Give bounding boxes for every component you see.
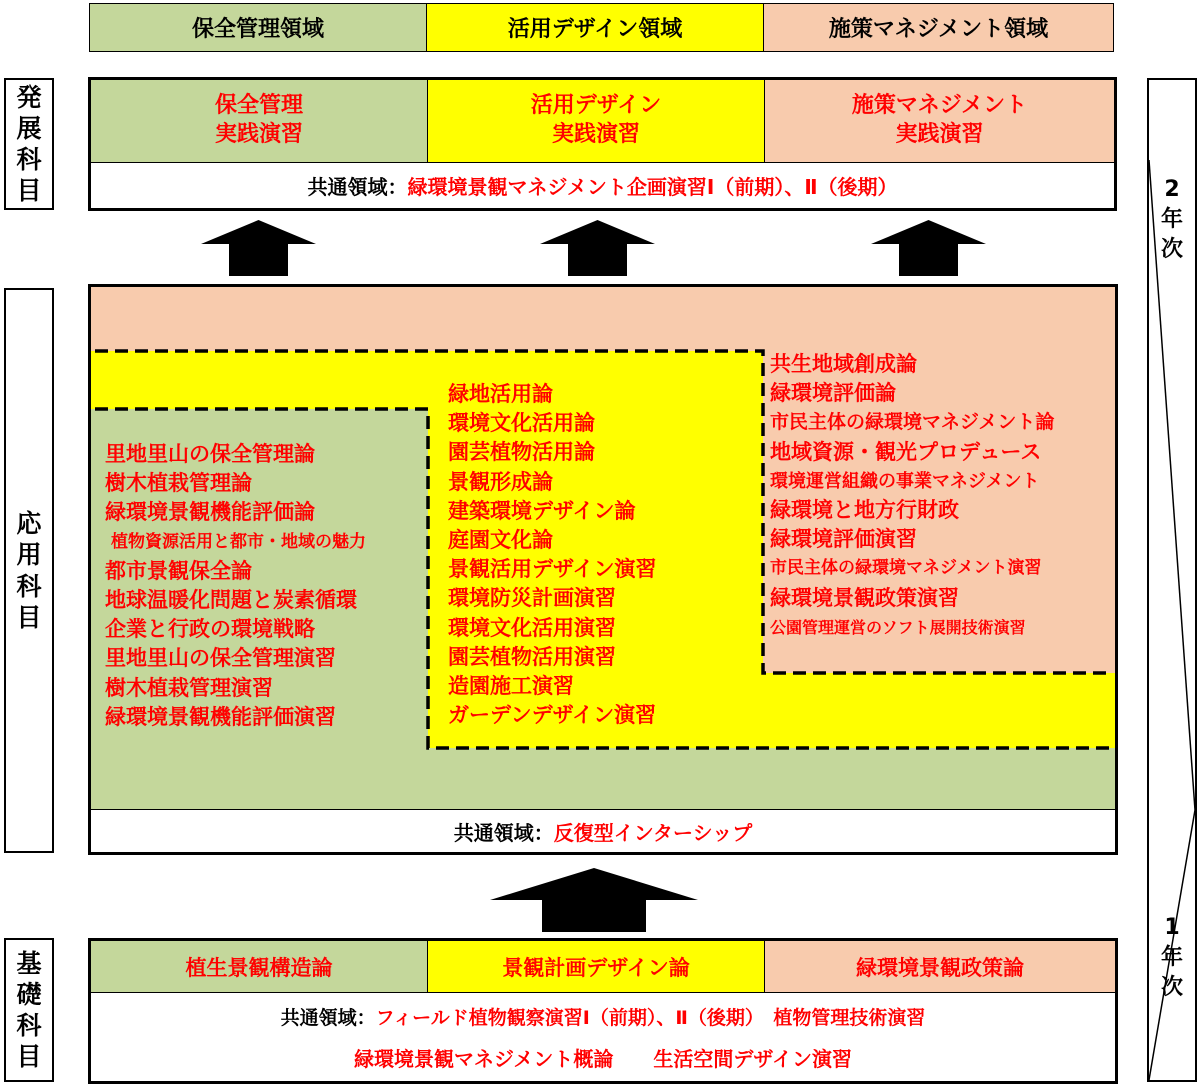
- course-management-basic: 緑環境景観政策論: [765, 941, 1115, 992]
- course-item: 景観活用デザイン演習: [448, 557, 657, 582]
- practicum-conservation: 保全管理 実践演習: [91, 80, 428, 162]
- course-item: 景観形成論: [448, 469, 553, 494]
- course-item: 緑環境景観機能評価論: [105, 500, 315, 525]
- common-course: フィールド植物観察演習Ⅰ（前期）、Ⅱ（後期） 植物管理技術演習: [375, 1006, 926, 1029]
- practicum-management: 施策マネジメント 実践演習: [765, 80, 1114, 162]
- course-item: 地球温暖化問題と炭素循環: [105, 588, 357, 613]
- domain-management-header: [763, 3, 1114, 52]
- common-prefix: 共通領域：: [453, 820, 554, 845]
- course-item: 緑地活用論: [448, 382, 553, 406]
- course-item: 地域資源・観光プロデュース: [770, 439, 1042, 464]
- course-item: 緑環境評価論: [770, 381, 896, 406]
- basic-subjects-block: [88, 938, 1118, 1084]
- basic-common-area: [91, 992, 1115, 1081]
- course-design-basic: 景観計画デザイン論: [428, 941, 765, 992]
- conservation-course-list: [105, 440, 366, 732]
- applied-common-area: [91, 809, 1115, 852]
- advanced-subjects-block: [88, 77, 1117, 211]
- label-applied-subjects: 応 用 科 目: [4, 288, 54, 853]
- course-item: 共生地域創成論: [770, 352, 917, 376]
- up-arrow-basic-to-applied: [490, 868, 698, 932]
- course-item: 環境防災計画演習: [448, 586, 616, 611]
- course-item: 緑環境評価演習: [770, 527, 917, 552]
- applied-subjects-block: [88, 284, 1118, 855]
- course-item: 緑環境と地方行財政: [770, 498, 959, 523]
- domain-label: 活用デザイン領域: [507, 17, 683, 42]
- management-course-list: [770, 350, 1054, 642]
- course-item: 企業と行政の環境戦略: [105, 617, 315, 642]
- common-prefix: 共通領域：: [280, 1006, 376, 1029]
- course-item: ガーデンデザイン演習: [448, 703, 657, 728]
- year-column: [1147, 78, 1197, 1082]
- up-arrow-design: [540, 220, 655, 276]
- course-item: 樹木植栽管理演習: [105, 675, 273, 700]
- course-item: 里地里山の保全管理演習: [105, 646, 336, 671]
- course-item: 建築環境デザイン論: [448, 498, 636, 523]
- course-item: 植物資源活用と都市・地域の魅力: [111, 531, 366, 552]
- course-item: 緑環境景観機能評価演習: [105, 704, 336, 729]
- course-conservation-basic: 植生景観構造論: [91, 941, 428, 992]
- practicum-design: 活用デザイン 実践演習: [428, 80, 765, 162]
- up-arrow-conservation: [201, 220, 316, 276]
- common-prefix: 共通領域：: [307, 175, 408, 199]
- course-item: 園芸植物活用論: [448, 440, 595, 465]
- basic-common-line1: [91, 999, 1115, 1033]
- common-course: 反復型インターシップ: [553, 820, 753, 845]
- course-item: 園芸植物活用演習: [448, 644, 616, 669]
- design-course-list: [448, 380, 657, 730]
- common-course: 緑環境景観マネジメント企画演習Ⅰ（前期）、Ⅱ（後期）: [407, 175, 898, 199]
- course-item: 庭園文化論: [448, 528, 553, 553]
- course-item: 樹木植栽管理論: [105, 471, 252, 496]
- course-item: 環境文化活用演習: [448, 615, 616, 640]
- course-item: 市民主体の緑環境マネジメント演習: [770, 558, 1042, 579]
- year1-label: 1 年 次: [1160, 915, 1183, 1000]
- course-item: 公園管理運営のソフト展開技術演習: [770, 617, 1026, 637]
- course-item: 緑環境景観政策演習: [770, 585, 959, 610]
- course-item: 市民主体の緑環境マネジメント論: [770, 411, 1055, 434]
- label-advanced-subjects: 発 展 科 目: [4, 78, 54, 210]
- domain-conservation-header: [89, 3, 427, 52]
- course-item: 里地里山の保全管理論: [105, 442, 315, 466]
- domain-label: 施策マネジメント領域: [828, 17, 1049, 42]
- label-basic-subjects: 基 礎 科 目: [4, 938, 54, 1082]
- year2-label: 2 年 次: [1160, 177, 1183, 262]
- advanced-common-area: [91, 162, 1114, 208]
- basic-common-line2: 緑環境景観マネジメント概論 生活空間デザイン演習: [354, 1046, 852, 1071]
- course-item: 都市景観保全論: [105, 558, 252, 583]
- course-item: 造園施工演習: [448, 674, 574, 699]
- domain-design-header: [426, 3, 764, 52]
- up-arrow-management: [871, 220, 986, 276]
- domain-label: 保全管理領域: [191, 17, 324, 42]
- course-item: 環境文化活用論: [448, 411, 595, 436]
- course-item: 環境運営組織の事業マネジメント: [770, 470, 1040, 492]
